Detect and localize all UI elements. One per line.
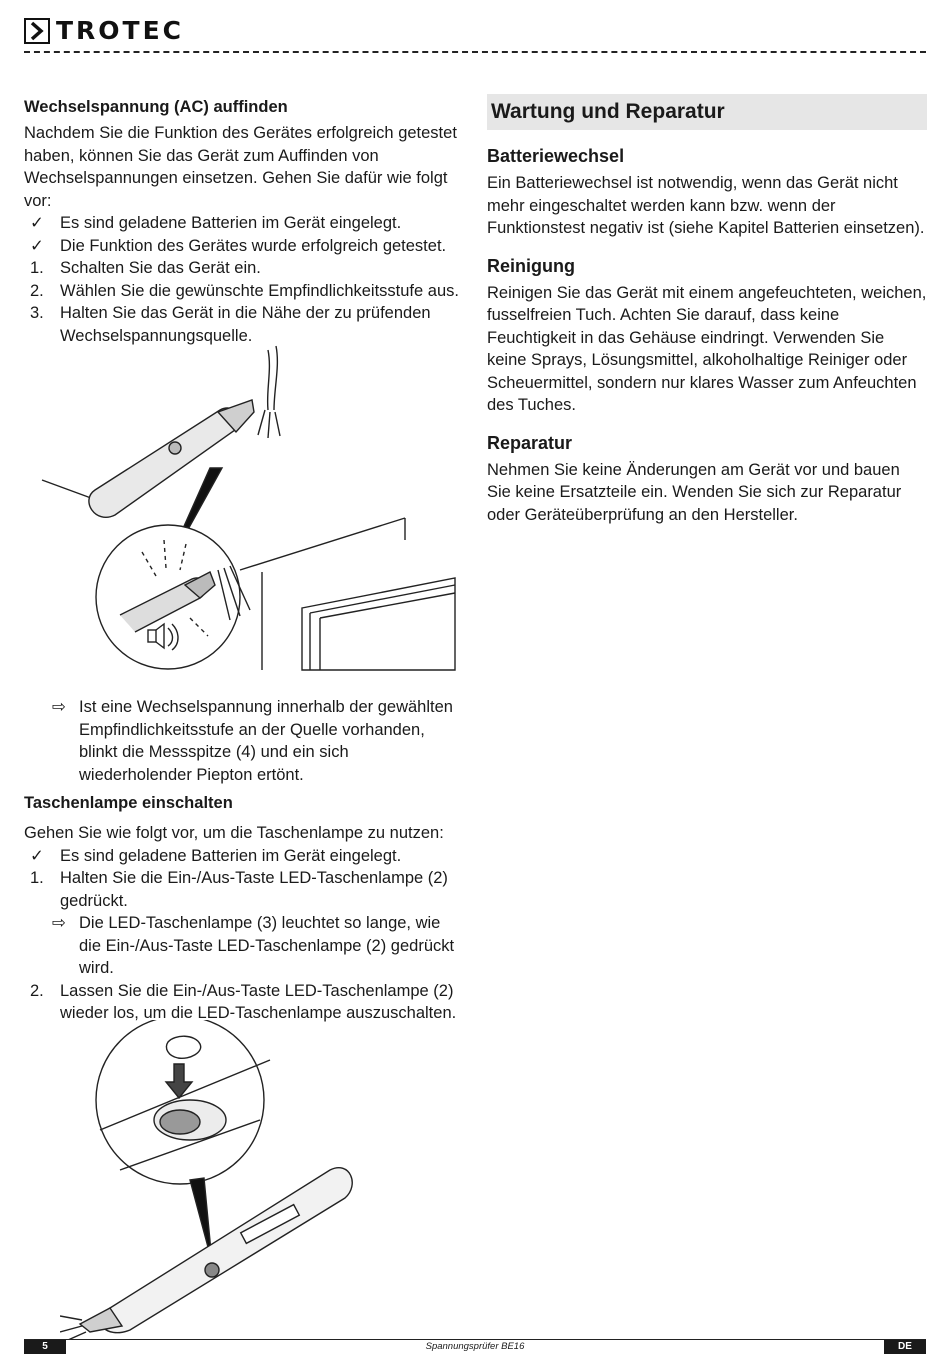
- list-item-text: Wählen Sie die gewünschte Empfindlichkeitsstufe aus.: [60, 281, 459, 300]
- check-icon: ✓: [30, 846, 44, 865]
- list-item: [24, 980, 464, 1025]
- torch-title: Taschenlampe einschalten: [24, 794, 233, 812]
- section-title: Wartung und Reparatur: [487, 94, 927, 130]
- list-item: [24, 235, 464, 258]
- step-number: 1.: [30, 869, 44, 887]
- list-item: [24, 845, 464, 868]
- step-number: 1.: [30, 259, 44, 277]
- language-badge: DE: [884, 1340, 926, 1354]
- repair-title: Reparatur: [487, 432, 573, 453]
- brand-name: TROTEC: [56, 16, 185, 45]
- result-item: [24, 912, 464, 980]
- brand-logo: [24, 18, 184, 44]
- list-item-text: Halten Sie die Ein-/Aus-Taste LED-Taschenlampe (2) gedrückt.: [60, 869, 448, 910]
- step-number: 3.: [30, 304, 44, 322]
- page-footer: [24, 1339, 926, 1354]
- list-item: [24, 867, 464, 912]
- arrow-right-icon: ⇨: [52, 914, 66, 932]
- list-item-text: Es sind geladene Batterien im Gerät eingelegt.: [60, 846, 402, 865]
- check-icon: ✓: [30, 236, 44, 255]
- list-item-text: Es sind geladene Batterien im Gerät eingelegt.: [60, 214, 402, 232]
- list-item: [24, 212, 464, 235]
- page-number: 5: [24, 1340, 66, 1354]
- arrow-right-icon: ⇨: [52, 698, 66, 716]
- ac-detection-illustration: [40, 340, 460, 680]
- torch-intro: Gehen Sie wie folgt vor, um die Taschenlampe zu nutzen:: [24, 824, 444, 842]
- list-item-text: Halten Sie das Gerät in die Nähe der zu prüfenden Wechselspannungsquelle.: [60, 304, 431, 345]
- result-text: Ist eine Wechselspannung innerhalb der gewählten Empfindlichkeitsstufe an der Quelle vorhanden, blinkt die Messspitze (4) und ein sich wiederholender Piepton ertönt.: [79, 698, 453, 784]
- ac-section: [24, 96, 464, 347]
- repair-text: Nehmen Sie keine Änderungen am Gerät vor und bauen Sie keine Ersatzteile ein. Wenden Sie sich zur Reparatur oder Geräteüberprüfung an den Hersteller.: [487, 460, 902, 524]
- document-title: Spannungsprüfer BE16: [425, 1341, 525, 1352]
- list-item: [24, 280, 464, 303]
- list-item-text: Die Funktion des Gerätes wurde erfolgreich getestet.: [60, 236, 447, 255]
- check-icon: ✓: [30, 214, 44, 232]
- ac-title: Wechselspannung (AC) auffinden: [24, 98, 288, 116]
- battery-block: [487, 144, 927, 240]
- maintenance-section: [487, 94, 927, 540]
- header-rule: [24, 51, 926, 53]
- ac-intro: Nachdem Sie die Funktion des Gerätes erfolgreich getestet haben, können Sie das Gerät zum Auffinden von Wechselspannungen einsetzen. Gehen Sie dafür wie folgt vor:: [24, 124, 457, 210]
- result-text: Die LED-Taschenlampe (3) leuchtet so lange, wie die Ein-/Aus-Taste LED-Taschenlampe (2) gedrückt wird.: [79, 914, 455, 977]
- chevron-logo-icon: [24, 18, 50, 44]
- step-number: 2.: [30, 981, 44, 1000]
- list-item-text: Schalten Sie das Gerät ein.: [60, 259, 261, 277]
- page-header: [0, 0, 950, 60]
- result-item: [24, 696, 464, 786]
- list-item-text: Lassen Sie die Ein-/Aus-Taste LED-Taschenlampe (2) wieder los, um die LED-Taschenlampe auszuschalten.: [60, 981, 457, 1022]
- ac-result-and-torch: [24, 696, 464, 1025]
- step-number: 2.: [30, 281, 44, 300]
- battery-text: Ein Batteriewechsel ist notwendig, wenn das Gerät nicht mehr eingeschaltet werden kann bzw. wenn der Funktionstest negativ ist (siehe Kapitel Batterien einsetzen).: [487, 174, 925, 237]
- battery-title: Batteriewechsel: [487, 146, 625, 166]
- repair-block: [487, 431, 927, 527]
- cleaning-text: Reinigen Sie das Gerät mit einem angefeuchteten, weichen, fusselfreien Tuch. Achten Sie darauf, dass keine Feuchtigkeit in das Gehäuse eindringt. Verwenden Sie keine Sprays, Lösungsmittel, alkoholhaltige Reiniger oder Scheuermittel, sondern nur klares Wasser zum Anfeuchten des Tuches.: [487, 283, 927, 414]
- list-item: [24, 257, 464, 280]
- cleaning-title: Reinigung: [487, 255, 575, 276]
- cleaning-block: [487, 254, 927, 417]
- torch-illustration: [60, 1020, 360, 1340]
